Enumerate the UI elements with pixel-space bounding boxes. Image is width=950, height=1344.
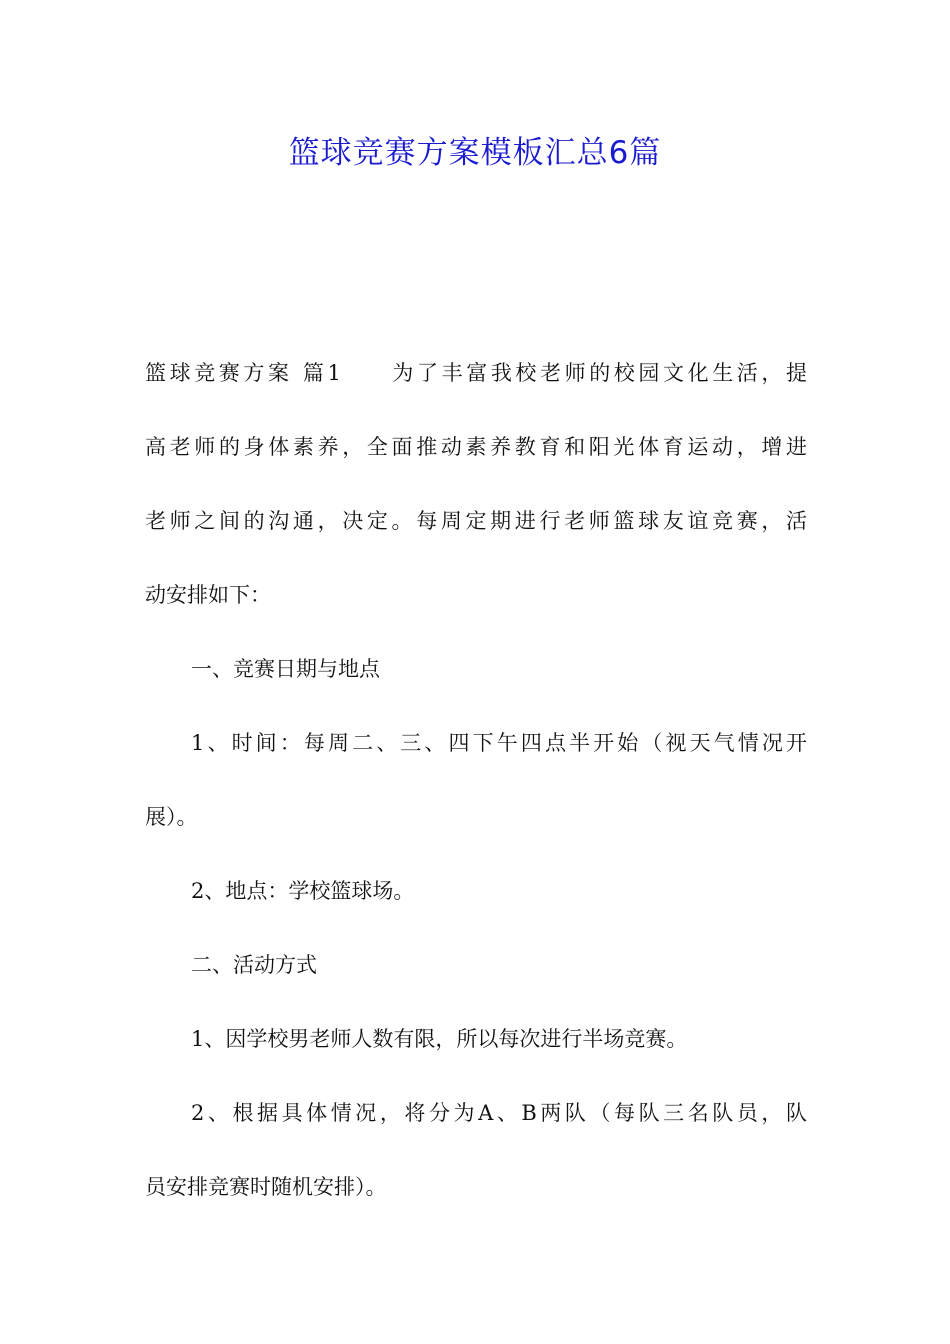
section-heading <box>145 928 807 1002</box>
document-title: 篮球竞赛方案模板汇总6篇 <box>288 135 662 171</box>
list-item <box>145 706 807 854</box>
text-line: 一、竞赛日期与地点 <box>191 657 380 681</box>
text-line: 1、因学校男老师人数有限，所以每次进行半场竞赛。 <box>191 1027 688 1051</box>
text-line: 1、时间：每周二、三、四下午四点半开始（视天气情况开 <box>191 731 807 755</box>
text-line: 动安排如下： <box>145 583 271 607</box>
text-line: 员安排竞赛时随机安排）。 <box>145 1175 387 1199</box>
text-line: 2、根据具体情况，将分为A、B两队（每队三名队员，队 <box>191 1101 807 1125</box>
text-line <box>145 336 807 410</box>
text-line: 展）。 <box>145 805 198 829</box>
list-item <box>145 1002 807 1076</box>
text-line: 老师之间的沟通，决定。每周定期进行老师篮球友谊竞赛，活 <box>145 509 807 533</box>
text-line: 2、地点：学校篮球场。 <box>191 879 415 903</box>
list-item <box>145 854 807 928</box>
text-line: 高老师的身体素养，全面推动素养教育和阳光体育运动，增进 <box>145 435 807 459</box>
document-body <box>145 336 807 1224</box>
paragraph-text: 为了丰富我校老师的校园文化生活，提 <box>388 361 807 385</box>
section-heading <box>145 632 807 706</box>
section-heading-text: 篮球竞赛方案 篇1 <box>145 361 341 385</box>
text-line: 二、活动方式 <box>191 953 317 977</box>
list-item <box>145 1076 807 1224</box>
intro-paragraph <box>145 336 807 632</box>
